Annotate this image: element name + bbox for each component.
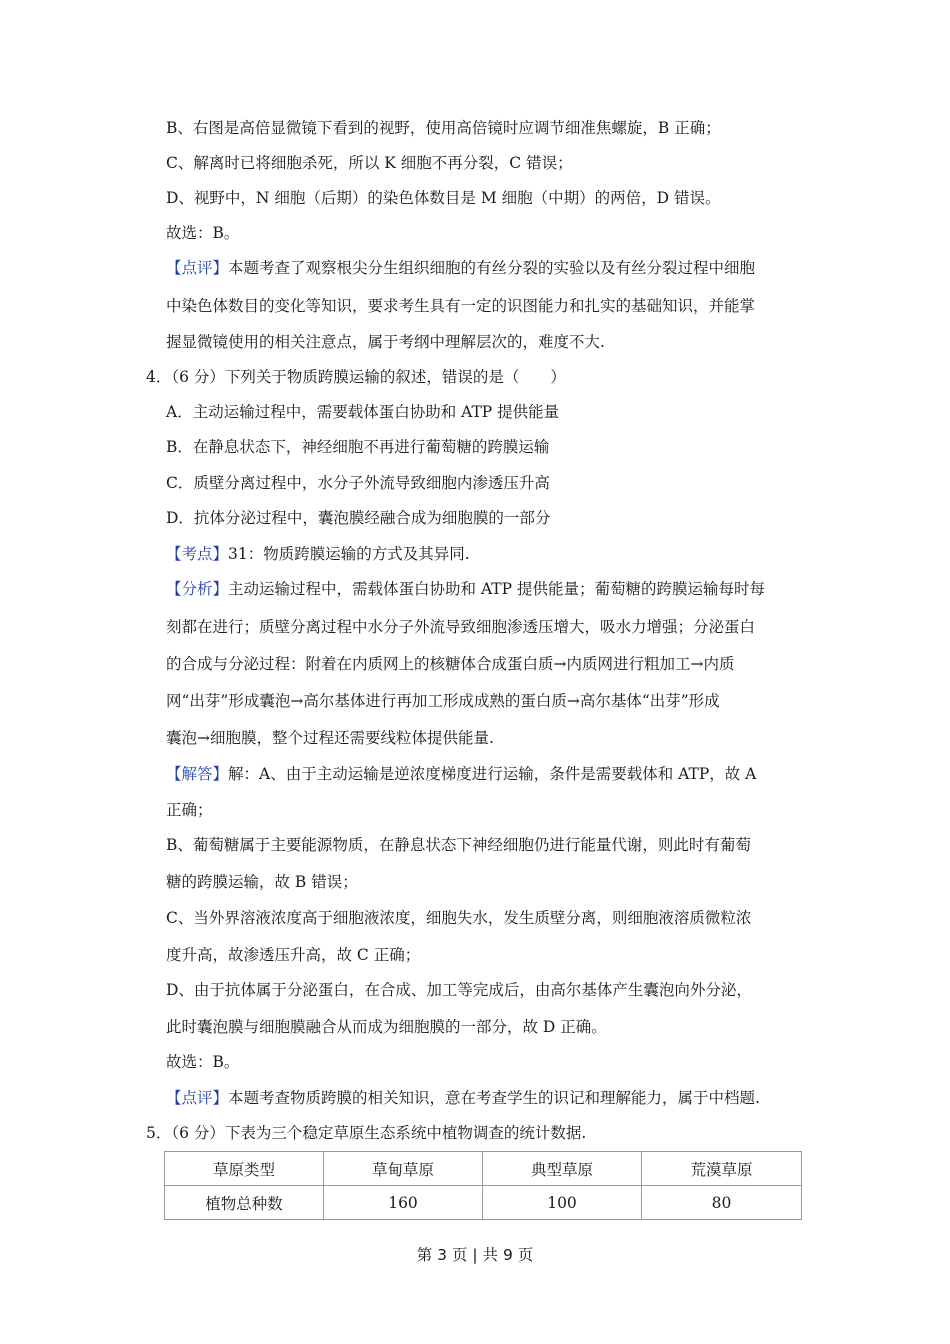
q4-jieda-line6: 度升高，故渗透压升高，故 C 正确； bbox=[166, 946, 421, 964]
q4-jieda-line4: 糖的跨膜运输，故 B 错误； bbox=[166, 873, 358, 891]
table-cell: 草原类型 bbox=[165, 1152, 324, 1186]
table-cell: 100 bbox=[483, 1186, 642, 1220]
table-row bbox=[165, 1186, 802, 1220]
q4-stem: 4．（6 分）下列关于物质跨膜运输的叙述，错误的是（ ） bbox=[146, 368, 566, 386]
page-footer: 第 3 页 | 共 9 页 bbox=[416, 1246, 534, 1264]
comment-tag: 【点评】 bbox=[166, 1089, 229, 1107]
q4-jieda-line7: D、由于抗体属于分泌蛋白，在合成、加工等完成后，由高尔基体产生囊泡向外分泌， bbox=[166, 981, 752, 999]
grassland-table bbox=[164, 1151, 802, 1220]
jieda-tag: 【解答】 bbox=[166, 765, 229, 783]
q4-fenxi-line5: 囊泡→细胞膜，整个过程还需要线粒体提供能量. bbox=[166, 729, 494, 747]
q4-option-a: A．主动运输过程中，需要载体蛋白协助和 ATP 提供能量 bbox=[166, 403, 560, 421]
q4-jieda-line2: 正确； bbox=[166, 801, 213, 819]
q4-fenxi-line1: 【分析】主动运输过程中，需载体蛋白协助和 ATP 提供能量；葡萄糖的跨膜运输每时每 bbox=[166, 580, 765, 598]
table-cell: 草甸草原 bbox=[324, 1152, 483, 1186]
q3-analysis-b: B、右图是高倍显微镜下看到的视野，使用高倍镜时应调节细准焦螺旋，B 正确； bbox=[166, 119, 721, 137]
q3-comment-line3: 握显微镜使用的相关注意点，属于考纲中理解层次的，难度不大. bbox=[166, 333, 605, 351]
table-cell: 典型草原 bbox=[483, 1152, 642, 1186]
table-header-row bbox=[165, 1152, 802, 1186]
q4-option-c: C．质壁分离过程中，水分子外流导致细胞内渗透压升高 bbox=[166, 474, 550, 492]
q4-jieda-line3: B、葡萄糖属于主要能源物质，在静息状态下神经细胞仍进行能量代谢，则此时有葡萄 bbox=[166, 836, 751, 854]
q4-fenxi-line2: 刻都在进行；质壁分离过程中水分子外流导致细胞渗透压增大，吸水力增强；分泌蛋白 bbox=[166, 618, 756, 636]
kaodian-tag: 【考点】 bbox=[166, 545, 229, 563]
q3-comment-line2: 中染色体数目的变化等知识，要求考生具有一定的识图能力和扎实的基础知识，并能掌 bbox=[166, 297, 756, 315]
q5-stem: 5．（6 分）下表为三个稳定草原生态系统中植物调查的统计数据. bbox=[146, 1124, 587, 1142]
q4-option-d: D．抗体分泌过程中，囊泡膜经融合成为细胞膜的一部分 bbox=[166, 509, 551, 527]
q4-comment: 【点评】本题考查物质跨膜的相关知识，意在考查学生的识记和理解能力，属于中档题. bbox=[166, 1089, 760, 1107]
q4-jieda-line8: 此时囊泡膜与细胞膜融合从而成为细胞膜的一部分，故 D 正确。 bbox=[166, 1018, 607, 1036]
q3-analysis-d: D、视野中，N 细胞（后期）的染色体数目是 M 细胞（中期）的两倍，D 错误。 bbox=[166, 189, 721, 207]
q3-analysis-c: C、解离时已将细胞杀死，所以 K 细胞不再分裂，C 错误； bbox=[166, 154, 573, 172]
q4-answer: 故选：B。 bbox=[166, 1053, 240, 1071]
q4-option-b: B．在静息状态下，神经细胞不再进行葡萄糖的跨膜运输 bbox=[166, 438, 550, 456]
q3-comment-line1: 【点评】本题考查了观察根尖分生组织细胞的有丝分裂的实验以及有丝分裂过程中细胞 bbox=[166, 259, 756, 277]
table-cell: 植物总种数 bbox=[165, 1186, 324, 1220]
q4-fenxi-line4: 网“出芽”形成囊泡→高尔基体进行再加工形成成熟的蛋白质→高尔基体“出芽”形成 bbox=[166, 692, 720, 710]
fenxi-tag: 【分析】 bbox=[166, 580, 229, 598]
q3-answer: 故选：B。 bbox=[166, 224, 240, 242]
q4-kaodian: 【考点】31：物质跨膜运输的方式及其异同. bbox=[166, 545, 470, 563]
table-cell: 80 bbox=[642, 1186, 802, 1220]
comment-tag: 【点评】 bbox=[166, 259, 229, 277]
table-cell: 160 bbox=[324, 1186, 483, 1220]
q4-jieda-line5: C、当外界溶液浓度高于细胞液浓度，细胞失水，发生质壁分离，则细胞液溶质微粒浓 bbox=[166, 909, 752, 927]
q4-jieda-line1: 【解答】解：A、由于主动运输是逆浓度梯度进行运输，条件是需要载体和 ATP，故 A bbox=[166, 765, 757, 783]
table-cell: 荒漠草原 bbox=[642, 1152, 802, 1186]
q4-fenxi-line3: 的合成与分泌过程：附着在内质网上的核糖体合成蛋白质→内质网进行粗加工→内质 bbox=[166, 655, 735, 673]
